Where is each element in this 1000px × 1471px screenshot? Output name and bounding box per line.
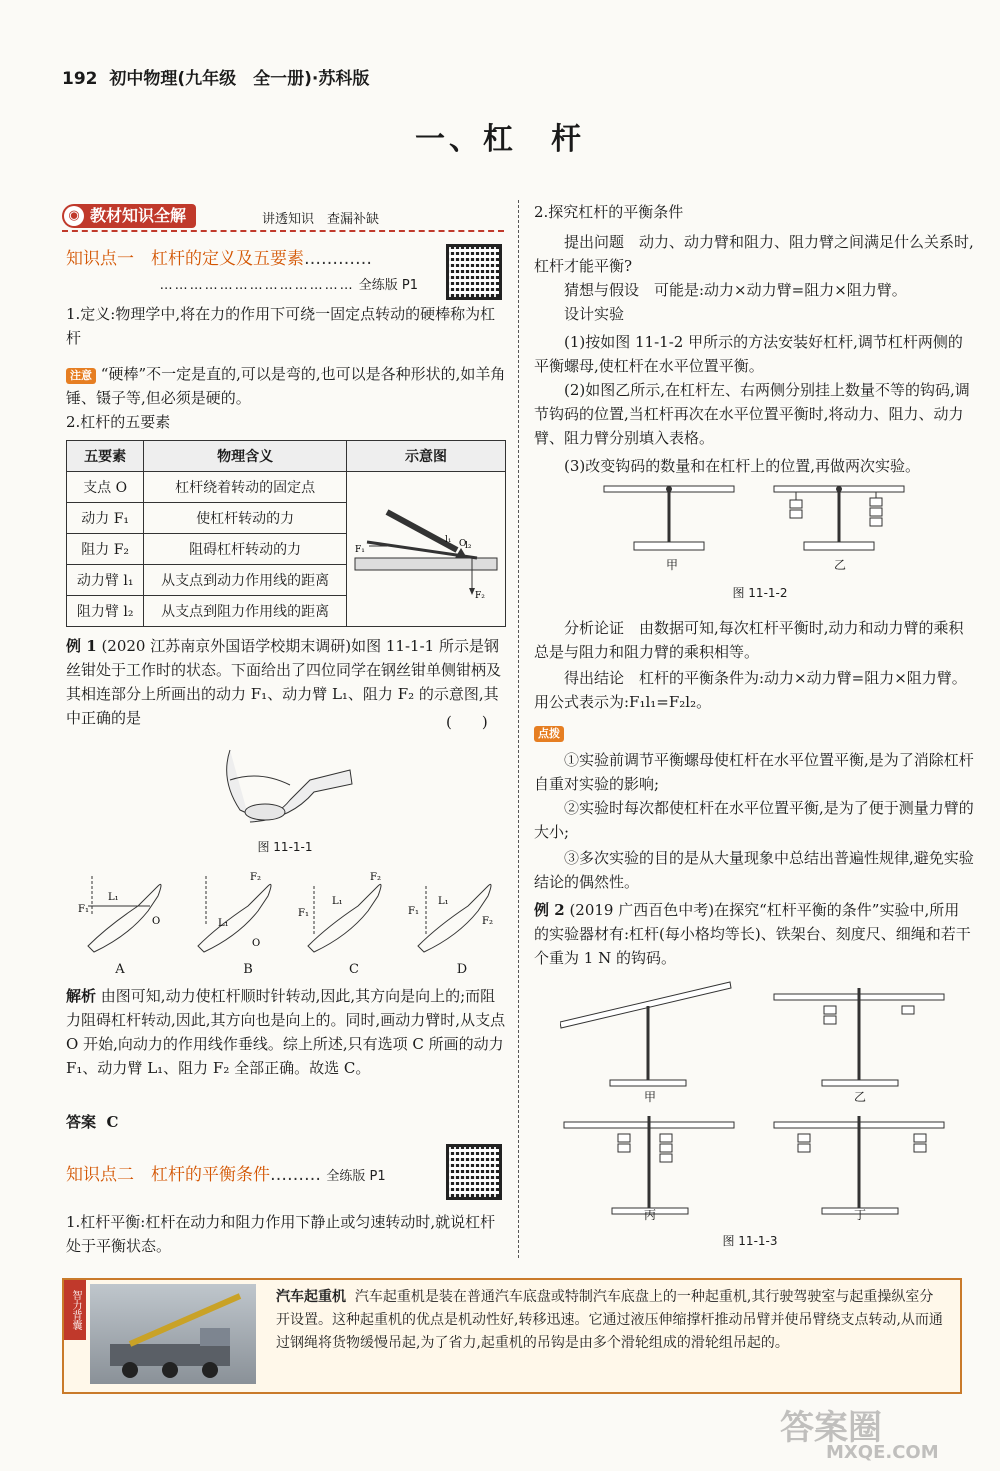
- setup-jia: [560, 982, 731, 1086]
- svg-text:L₁: L₁: [108, 892, 119, 903]
- svg-text:L₁: L₁: [332, 896, 343, 907]
- svg-text:F₁: F₁: [408, 906, 419, 917]
- diagram-l1: l₁: [445, 535, 452, 545]
- kp2-dots: ………: [270, 1165, 321, 1185]
- page-number: 192: [62, 69, 98, 89]
- kp2-heading: [66, 1160, 386, 1185]
- watermark-url: MXQE.COM: [826, 1442, 939, 1463]
- sidebar-label: 智力背囊: [64, 1280, 86, 1340]
- option-a-diagram: [78, 876, 161, 952]
- answer-label: 答案: [66, 1113, 97, 1131]
- lever-yi: [774, 486, 904, 550]
- fig2-jia: 甲: [665, 558, 678, 572]
- crane-paragraph: [276, 1286, 946, 1355]
- tip-3: ③多次实验的目的是从大量现象中总结出普遍性规律,避免实验结论的偶然性。: [534, 849, 974, 891]
- kp2-ref: 全练版 P1: [326, 1169, 386, 1184]
- kp1-dots: …………: [304, 249, 372, 269]
- row-meaning: 从支点到阻力作用线的距离: [144, 596, 347, 627]
- option-c-diagram: [298, 872, 381, 952]
- option-a-label: A: [115, 962, 125, 977]
- kp1-ref-row: ………………………………… 全练版 P1: [159, 278, 418, 293]
- analysis-label: 解析: [66, 987, 97, 1005]
- design-experiment: 设计实验: [564, 305, 625, 323]
- page-header: [62, 64, 369, 89]
- lever-diagram: [347, 472, 505, 622]
- diagram-f2: F₂: [475, 591, 485, 601]
- th-elements: 五要素: [67, 441, 144, 472]
- lever-jia: [604, 486, 734, 550]
- tip-tag-wrap: [534, 722, 564, 742]
- example1-label: 例 1: [66, 637, 97, 655]
- option-b-diagram: [198, 872, 271, 952]
- option-d-diagram: [408, 884, 493, 952]
- fig2-yi: 乙: [833, 558, 846, 572]
- option-b-label: B: [243, 962, 253, 977]
- kp1-ref: 全练版 P1: [358, 278, 418, 293]
- row-meaning: 阻碍杠杆转动的力: [144, 534, 347, 565]
- th-diagram: 示意图: [347, 441, 506, 472]
- step-1: (1)按如图 11-1-2 甲所示的方法安装好杠杆,调节杠杆两侧的平衡螺母,使杠杆在水平位置平衡。: [534, 333, 963, 375]
- tip-tag: 点拨: [534, 726, 564, 742]
- row-meaning: 杠杆绕着转动的固定点: [144, 472, 347, 503]
- lever-definition: 1.定义:物理学中,将在力的作用下可绕一固定点转动的硬棒称为杠杆: [66, 305, 496, 347]
- svg-text:F₂: F₂: [250, 872, 261, 883]
- example2-label: 例 2: [534, 901, 565, 919]
- row-name: 阻力臂 l₂: [67, 596, 144, 627]
- svg-text:F₁: F₁: [78, 904, 89, 915]
- answer-value: C: [106, 1113, 119, 1131]
- fig-11-1-3-drawing: [560, 976, 960, 1226]
- note-paragraph: [66, 362, 506, 410]
- fig3-bing: 丙: [643, 1208, 656, 1222]
- svg-text:O: O: [252, 938, 261, 949]
- book-title: 初中物理(九年级 全一册)·苏科版: [109, 69, 370, 89]
- svg-text:F₂: F₂: [482, 916, 493, 927]
- note-tag: 注意: [66, 368, 96, 384]
- answer-row: [66, 1110, 118, 1134]
- step-3: (3)改变钩码的数量和在杠杆上的位置,再做两次实验。: [564, 457, 921, 475]
- example2-text: (2019 广西百色中考)在探究“杠杆平衡的条件”实验中,所用的实验器材有:杠杆(每小格均等长)、铁架台、刻度尺、细绳和若干个重为 1 N 的钩码。: [534, 901, 971, 967]
- textbook-knowledge-badge: 教材知识全解: [62, 204, 196, 228]
- example1-text: (2020 江苏南京外国语学校期末调研)如图 11-1-1 所示是钢丝钳处于工作时的状态。下面给出了四位同学在钢丝钳单侧钳柄及其相连部分上所画出的动力 F₁、动力臂 L₁、阻力 F₂ 的示意图,其中正确的是: [66, 637, 502, 727]
- badge-underline: [62, 230, 504, 232]
- section-title: 一、杠 杆: [415, 122, 585, 157]
- speaker-icon: ◉: [64, 206, 84, 226]
- crane-text: 汽车起重机是装在普通汽车底盘或特制汽车底盘上的一种起重机,其行驶驾驶室与起重操纵室分开设置。这种起重机的优点是机动性好,转移迅速。它通过液压伸缩撑杆推动吊臂并使吊臂绕支点转动,从而通过钢绳将货物缓慢吊起,为了省力,起重机的吊钩是由多个滑轮组成的滑轮组吊起的。: [276, 1289, 943, 1351]
- fig3-jia: 甲: [643, 1090, 656, 1104]
- row-name: 支点 O: [67, 472, 144, 503]
- setup-ding: [774, 1116, 944, 1214]
- crane-photo: [90, 1284, 256, 1384]
- hypothesis: 猜想与假设 可能是:动力×动力臂=阻力×阻力臂。: [564, 281, 907, 299]
- tip-1: ①实验前调节平衡螺母使杠杆在水平位置平衡,是为了消除杠杆自重对实验的影响;: [534, 751, 974, 793]
- pliers-hand-figure: [210, 740, 360, 830]
- setup-yi: [774, 988, 944, 1086]
- five-elements-table: [66, 440, 506, 627]
- kp1-title: 知识点一 杠杆的定义及五要素: [66, 249, 304, 269]
- raise-question: 提出问题 动力、动力臂和阻力、阻力臂之间满足什么关系时,杠杆才能平衡?: [534, 233, 974, 275]
- setup-bing: [564, 1116, 734, 1214]
- fig3-ding: 丁: [853, 1208, 866, 1222]
- row-name: 动力 F₁: [67, 503, 144, 534]
- example1-paragraph: [66, 634, 506, 730]
- row-name: 动力臂 l₁: [67, 565, 144, 596]
- crane-icon: [90, 1284, 256, 1384]
- right-heading: 2.探究杠杆的平衡条件: [534, 203, 684, 221]
- fig-11-1-2-drawing: [594, 480, 924, 570]
- table-diagram-cell: [347, 472, 506, 627]
- kp2-title: 知识点二 杠杆的平衡条件: [66, 1165, 270, 1185]
- fig3-yi: 乙: [853, 1090, 866, 1104]
- kp1-heading: [66, 244, 372, 269]
- answer-bracket: ( ): [446, 713, 488, 731]
- svg-text:L₁: L₁: [438, 896, 449, 907]
- row-meaning: 从支点到动力作用线的距离: [144, 565, 347, 596]
- svg-text:F₂: F₂: [370, 872, 381, 883]
- qr-code-2[interactable]: [446, 1144, 502, 1200]
- watermark-logo: 答案圈: [780, 1408, 882, 1448]
- tip-2: ②实验时每次都使杠杆在水平位置平衡,是为了便于测量力臂的大小;: [534, 799, 974, 841]
- analysis-text: 由图可知,动力使杠杆顺时针转动,因此,其方向是向上的;而阻力阻碍杠杆转动,因此,其方向也是向上的。同时,画动力臂时,从支点 O 开始,向动力的作用线作垂线。综上所述,只有选项 C 所画的动力 F₁、动力臂 L₁、阻力 F₂ 全部正确。故选 C。: [66, 987, 506, 1077]
- diagram-f1: F₁: [355, 545, 365, 555]
- note-text: “硬棒”不一定是直的,可以是弯的,也可以是各种形状的,如羊角锤、镊子等,但必须是硬的。: [66, 365, 506, 407]
- balance-definition: 1.杠杆平衡:杠杆在动力和阻力作用下静止或匀速转动时,就说杠杆处于平衡状态。: [66, 1213, 496, 1255]
- fig-11-1-1-caption: 图 11-1-1: [257, 840, 313, 854]
- row-meaning: 使杠杆转动的力: [144, 503, 347, 534]
- th-meaning: 物理含义: [144, 441, 347, 472]
- diagram-o: O: [459, 539, 467, 549]
- column-divider: [518, 200, 519, 1258]
- analysis-argument: 分析论证 由数据可知,每次杠杆平衡时,动力和动力臂的乘积总是与阻力和阻力臂的乘积相等。: [534, 619, 964, 661]
- row-name: 阻力 F₂: [67, 534, 144, 565]
- example2-paragraph: [534, 898, 974, 970]
- analysis-paragraph: [66, 984, 506, 1080]
- fig-11-1-2-caption: 图 11-1-2: [732, 586, 788, 600]
- diagram-l2: l₂: [465, 541, 472, 551]
- qr-code-1[interactable]: [446, 244, 502, 300]
- svg-text:F₁: F₁: [298, 908, 309, 919]
- options-figure: [68, 866, 508, 960]
- fig-11-1-3-caption: 图 11-1-3: [722, 1234, 778, 1248]
- crane-title: 汽车起重机: [276, 1289, 346, 1305]
- option-d-label: D: [456, 962, 468, 977]
- svg-text:L₁: L₁: [218, 918, 229, 929]
- option-c-label: C: [349, 962, 359, 977]
- conclusion: 得出结论 杠杆的平衡条件为:动力×动力臂=阻力×阻力臂。用公式表示为:F₁l₁=F₂l₂。: [534, 669, 967, 711]
- svg-text:O: O: [152, 916, 161, 927]
- badge-subtitle: 讲透知识 查漏补缺: [262, 212, 380, 227]
- five-elements-title: 2.杠杆的五要素: [66, 413, 171, 431]
- step-2: (2)如图乙所示,在杠杆左、右两侧分别挂上数量不等的钩码,调节钩码的位置,当杠杆再次在水平位置平衡时,将动力、阻力、动力臂、阻力臂分别填入表格。: [534, 381, 970, 447]
